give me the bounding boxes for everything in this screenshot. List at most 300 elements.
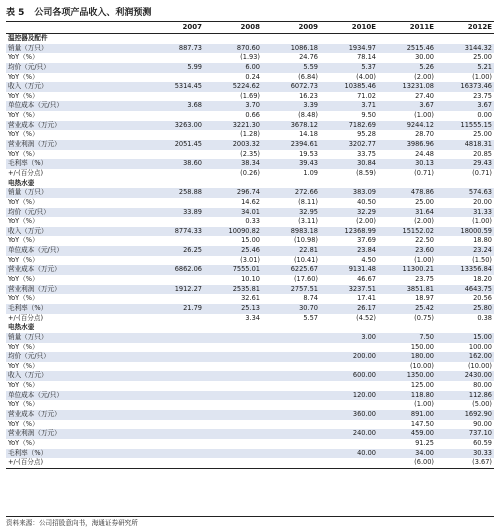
table-cell: 14.62 [204, 198, 262, 208]
table-row [6, 333, 494, 343]
table-cell: 31.33 [436, 208, 494, 218]
row-label: 销量（万只） [6, 44, 146, 54]
table-cell: (2.00) [378, 217, 436, 227]
table-cell: (0.71) [378, 169, 436, 179]
table-cell: 7555.01 [204, 265, 262, 275]
row-label: 营业成本（万元） [6, 410, 146, 420]
table-cell: 2757.51 [262, 285, 320, 295]
row-label: 营业利润（万元） [6, 429, 146, 439]
table-row [6, 198, 494, 208]
table-row [6, 285, 494, 295]
table-cell: 19.53 [262, 150, 320, 160]
table-cell: 887.73 [146, 44, 204, 54]
table-cell: 33.89 [146, 208, 204, 218]
table-row [6, 458, 494, 468]
table-cell [204, 381, 262, 391]
table-cell: 20.00 [436, 198, 494, 208]
table-cell: 5314.45 [146, 82, 204, 92]
table-cell: 24.48 [378, 150, 436, 160]
table-cell [204, 449, 262, 459]
table-header-row [6, 22, 494, 34]
table-row [6, 391, 494, 401]
table-cell [262, 400, 320, 410]
table-row [6, 227, 494, 237]
table-cell: 574.63 [436, 188, 494, 198]
table-cell [146, 391, 204, 401]
table-row [6, 111, 494, 121]
table-cell [146, 429, 204, 439]
table-cell: 18.20 [436, 275, 494, 285]
table-cell: 383.09 [320, 188, 378, 198]
table-cell: 30.84 [320, 159, 378, 169]
table-cell [146, 275, 204, 285]
table-cell: 2394.61 [262, 140, 320, 150]
table-cell: 5224.62 [204, 82, 262, 92]
table-cell: 125.00 [378, 381, 436, 391]
table-cell [320, 362, 378, 372]
table-cell: 60.59 [436, 439, 494, 449]
column-header: 2010E [320, 22, 378, 34]
table-cell: 0.24 [204, 73, 262, 83]
table-cell: 3.68 [146, 101, 204, 111]
table-cell: 0.38 [436, 314, 494, 324]
table-row [6, 439, 494, 449]
table-cell: (6.84) [262, 73, 320, 83]
table-cell: 38.60 [146, 159, 204, 169]
table-cell [262, 458, 320, 468]
table-row [6, 371, 494, 381]
table-cell: (6.00) [378, 458, 436, 468]
row-label: 单位成本（元/只） [6, 391, 146, 401]
table-cell: 2003.32 [204, 140, 262, 150]
table-cell: 8.74 [262, 294, 320, 304]
table-cell: 3.67 [436, 101, 494, 111]
table-row [6, 304, 494, 314]
table-cell [146, 256, 204, 266]
section-title: 电热水壶 [6, 323, 494, 333]
table-cell: 17.41 [320, 294, 378, 304]
table-cell: 100.00 [436, 343, 494, 353]
table-cell: 0.33 [204, 217, 262, 227]
table-cell [204, 352, 262, 362]
row-label: 销量（万只） [6, 188, 146, 198]
table-row [6, 63, 494, 73]
table-cell: 29.43 [436, 159, 494, 169]
row-label: 营业利润（万元） [6, 140, 146, 150]
table-cell: 1350.00 [378, 371, 436, 381]
table-cell: (1.28) [204, 130, 262, 140]
row-label: +/-(百分点) [6, 314, 146, 324]
table-cell: 1912.27 [146, 285, 204, 295]
table-cell [204, 391, 262, 401]
table-cell: 5.99 [146, 63, 204, 73]
table-cell: (2.35) [204, 150, 262, 160]
table-cell: 296.74 [204, 188, 262, 198]
table-cell: 8774.33 [146, 227, 204, 237]
row-label: 营业利润（万元） [6, 285, 146, 295]
table-cell [204, 429, 262, 439]
table-cell: 3986.96 [378, 140, 436, 150]
table-cell: 5.37 [320, 63, 378, 73]
row-label: 单位成本（元/只） [6, 101, 146, 111]
table-cell: (10.98) [262, 236, 320, 246]
table-cell: 25.13 [204, 304, 262, 314]
table-cell [320, 343, 378, 353]
table-cell: 14.18 [262, 130, 320, 140]
table-row [6, 420, 494, 430]
table-cell: (4.00) [320, 73, 378, 83]
table-cell: (0.71) [436, 169, 494, 179]
table-row [6, 53, 494, 63]
table-cell: 30.00 [378, 53, 436, 63]
table-cell: 95.28 [320, 130, 378, 140]
section-title: 电热水壶 [6, 179, 494, 189]
table-cell: 10090.82 [204, 227, 262, 237]
table-row [6, 140, 494, 150]
section-title: 温控器及配件 [6, 34, 494, 44]
table-cell [262, 352, 320, 362]
table-cell: 4643.75 [436, 285, 494, 295]
table-cell: 8983.18 [262, 227, 320, 237]
column-header: 2011E [378, 22, 436, 34]
table-cell: 1086.18 [262, 44, 320, 54]
table-row [6, 82, 494, 92]
table-cell: 2051.45 [146, 140, 204, 150]
table-cell [320, 400, 378, 410]
table-row [6, 121, 494, 131]
table-cell: 3678.12 [262, 121, 320, 131]
table-row [6, 159, 494, 169]
table-cell: (8.48) [262, 111, 320, 121]
row-label: +/-(百分点) [6, 458, 146, 468]
table-row [6, 217, 494, 227]
table-cell: 6072.73 [262, 82, 320, 92]
table-cell [146, 111, 204, 121]
table-cell: 150.00 [378, 343, 436, 353]
table-row [6, 188, 494, 198]
table-cell: (1.00) [378, 111, 436, 121]
table-cell [262, 420, 320, 430]
column-header: 2007 [146, 22, 204, 34]
row-label: 营业成本（万元） [6, 121, 146, 131]
row-label: 收入（万元） [6, 371, 146, 381]
table-cell: 80.00 [436, 381, 494, 391]
table-cell [262, 362, 320, 372]
table-row [6, 236, 494, 246]
table-cell [204, 458, 262, 468]
row-label: YoY（%） [6, 381, 146, 391]
table-cell: 20.85 [436, 150, 494, 160]
table-cell [146, 130, 204, 140]
row-label: YoY（%） [6, 439, 146, 449]
table-cell: 18.97 [378, 294, 436, 304]
table-cell: 15152.02 [378, 227, 436, 237]
table-cell [146, 362, 204, 372]
table-cell: 11300.21 [378, 265, 436, 275]
table-title-text: 公司各项产品收入、利润预测 [34, 8, 152, 18]
table-cell: (0.26) [204, 169, 262, 179]
table-cell: 26.17 [320, 304, 378, 314]
table-cell: (1.00) [378, 256, 436, 266]
table-cell: 3.34 [204, 314, 262, 324]
table-cell: 3202.77 [320, 140, 378, 150]
table-cell: (3.11) [262, 217, 320, 227]
table-cell: 37.69 [320, 236, 378, 246]
table-cell [146, 381, 204, 391]
table-cell: 272.66 [262, 188, 320, 198]
row-label: YoY（%） [6, 294, 146, 304]
table-cell: (1.93) [204, 53, 262, 63]
table-cell [320, 439, 378, 449]
table-cell: 5.57 [262, 314, 320, 324]
table-cell: 3144.32 [436, 44, 494, 54]
table-cell [204, 371, 262, 381]
row-label: YoY（%） [6, 198, 146, 208]
table-row [6, 343, 494, 353]
column-header: 2009 [262, 22, 320, 34]
table-cell: 25.42 [378, 304, 436, 314]
row-label: 销量（万只） [6, 333, 146, 343]
row-label: 毛利率（%） [6, 449, 146, 459]
table-cell: 28.70 [378, 130, 436, 140]
table-cell: 38.34 [204, 159, 262, 169]
table-number: 表 5 [6, 8, 25, 18]
row-label: 毛利率（%） [6, 304, 146, 314]
table-cell: 22.50 [378, 236, 436, 246]
table-cell: 3237.51 [320, 285, 378, 295]
table-cell: 11555.15 [436, 121, 494, 131]
table-cell: 25.00 [378, 198, 436, 208]
table-cell: 34.01 [204, 208, 262, 218]
table-cell: (3.01) [204, 256, 262, 266]
table-row [6, 101, 494, 111]
table-cell: 15.00 [204, 236, 262, 246]
column-header: 2012E [436, 22, 494, 34]
table-cell: 3851.81 [378, 285, 436, 295]
row-label: YoY（%） [6, 362, 146, 372]
table-cell: 78.14 [320, 53, 378, 63]
table-row [6, 294, 494, 304]
table-cell: (0.75) [378, 314, 436, 324]
table-cell: 25.00 [436, 130, 494, 140]
table-cell [204, 362, 262, 372]
table-row [6, 381, 494, 391]
row-label: 均价（元/只） [6, 208, 146, 218]
table-cell: 2515.46 [378, 44, 436, 54]
table-cell: 4.50 [320, 256, 378, 266]
table-cell: 1934.97 [320, 44, 378, 54]
table-cell: 1.09 [262, 169, 320, 179]
table-cell [262, 371, 320, 381]
row-label: YoY（%） [6, 420, 146, 430]
row-label: YoY（%） [6, 92, 146, 102]
table-cell: (5.00) [436, 400, 494, 410]
table-cell: 25.46 [204, 246, 262, 256]
table-cell: 3.00 [320, 333, 378, 343]
header-corner [6, 22, 146, 34]
section-header-row [6, 179, 494, 189]
table-cell: 22.81 [262, 246, 320, 256]
table-row [6, 256, 494, 266]
row-label: YoY（%） [6, 400, 146, 410]
table-cell [146, 352, 204, 362]
table-cell: 112.86 [436, 391, 494, 401]
row-label: 均价（元/只） [6, 352, 146, 362]
forecast-table [6, 21, 494, 469]
table-cell: 13231.08 [378, 82, 436, 92]
table-cell: 25.80 [436, 304, 494, 314]
table-cell: 23.60 [378, 246, 436, 256]
table-cell: 5.26 [378, 63, 436, 73]
table-cell [146, 314, 204, 324]
table-row [6, 449, 494, 459]
table-cell: 10385.46 [320, 82, 378, 92]
table-cell: (10.41) [262, 256, 320, 266]
table-title [6, 6, 494, 20]
table-cell [320, 420, 378, 430]
table-cell: (8.59) [320, 169, 378, 179]
table-cell [146, 217, 204, 227]
table-cell: 30.70 [262, 304, 320, 314]
table-cell: 162.00 [436, 352, 494, 362]
table-cell: (2.00) [320, 217, 378, 227]
table-cell: 0.00 [436, 111, 494, 121]
table-cell: 12368.99 [320, 227, 378, 237]
section-header-row [6, 323, 494, 333]
table-cell: 46.67 [320, 275, 378, 285]
table-cell [146, 458, 204, 468]
table-cell: 0.66 [204, 111, 262, 121]
table-cell [204, 400, 262, 410]
table-cell: (17.60) [262, 275, 320, 285]
row-label: YoY（%） [6, 236, 146, 246]
table-row [6, 92, 494, 102]
table-cell [146, 371, 204, 381]
row-label: YoY（%） [6, 217, 146, 227]
table-cell: 360.00 [320, 410, 378, 420]
table-cell [204, 333, 262, 343]
table-cell: (1.50) [436, 256, 494, 266]
table-cell: 32.29 [320, 208, 378, 218]
table-cell: 147.50 [378, 420, 436, 430]
table-cell: 870.60 [204, 44, 262, 54]
row-label: YoY（%） [6, 111, 146, 121]
table-cell [146, 410, 204, 420]
table-cell: 40.00 [320, 449, 378, 459]
table-cell [146, 236, 204, 246]
table-cell: 16373.46 [436, 82, 494, 92]
table-row [6, 429, 494, 439]
row-label: YoY（%） [6, 256, 146, 266]
table-cell: 39.43 [262, 159, 320, 169]
table-cell [146, 198, 204, 208]
table-cell: 20.56 [436, 294, 494, 304]
table-cell: 891.00 [378, 410, 436, 420]
table-row [6, 275, 494, 285]
table-cell: 13356.84 [436, 265, 494, 275]
table-cell: 40.50 [320, 198, 378, 208]
table-cell: (1.00) [436, 73, 494, 83]
row-label: YoY（%） [6, 130, 146, 140]
table-cell [204, 343, 262, 353]
table-cell [146, 169, 204, 179]
table-cell: (2.00) [378, 73, 436, 83]
row-label: YoY（%） [6, 150, 146, 160]
table-cell [262, 410, 320, 420]
table-cell: 23.75 [378, 275, 436, 285]
table-cell: 27.40 [378, 92, 436, 102]
table-cell: 91.25 [378, 439, 436, 449]
table-cell: 32.61 [204, 294, 262, 304]
row-label: YoY（%） [6, 343, 146, 353]
table-row [6, 314, 494, 324]
table-cell [146, 420, 204, 430]
table-cell [262, 343, 320, 353]
table-cell: 600.00 [320, 371, 378, 381]
table-cell: 3.70 [204, 101, 262, 111]
row-label: 单位成本（元/只） [6, 246, 146, 256]
table-cell: (10.00) [436, 362, 494, 372]
table-cell: 16.23 [262, 92, 320, 102]
table-cell: 23.84 [320, 246, 378, 256]
table-cell: (8.11) [262, 198, 320, 208]
forecast-table-body [6, 22, 494, 469]
table-cell: 71.02 [320, 92, 378, 102]
table-row [6, 265, 494, 275]
table-cell [204, 410, 262, 420]
table-cell: (3.67) [436, 458, 494, 468]
table-cell: 240.00 [320, 429, 378, 439]
table-cell: 18.80 [436, 236, 494, 246]
table-cell: 30.13 [378, 159, 436, 169]
table-cell [262, 381, 320, 391]
table-cell: (4.52) [320, 314, 378, 324]
table-cell: 4818.31 [436, 140, 494, 150]
table-cell: 459.00 [378, 429, 436, 439]
table-cell [146, 449, 204, 459]
table-cell: 18000.59 [436, 227, 494, 237]
table-cell: (1.00) [436, 217, 494, 227]
row-label: YoY（%） [6, 275, 146, 285]
table-cell: 21.79 [146, 304, 204, 314]
table-row [6, 150, 494, 160]
table-cell: 737.10 [436, 429, 494, 439]
table-cell: 180.00 [378, 352, 436, 362]
table-cell: 10.10 [204, 275, 262, 285]
table-cell: 26.25 [146, 246, 204, 256]
table-row [6, 44, 494, 54]
row-label: 收入（万元） [6, 227, 146, 237]
table-cell: 15.00 [436, 333, 494, 343]
table-cell: 30.33 [436, 449, 494, 459]
table-cell: 6862.06 [146, 265, 204, 275]
table-cell: (1.69) [204, 92, 262, 102]
table-cell: 9.50 [320, 111, 378, 121]
table-cell: 7182.69 [320, 121, 378, 131]
table-cell: 120.00 [320, 391, 378, 401]
table-cell [146, 73, 204, 83]
table-row [6, 208, 494, 218]
table-cell: 200.00 [320, 352, 378, 362]
table-cell [262, 449, 320, 459]
row-label: 均价（元/只） [6, 63, 146, 73]
table-cell [146, 333, 204, 343]
table-cell: 5.59 [262, 63, 320, 73]
table-row [6, 169, 494, 179]
row-label: 营业成本（万元） [6, 265, 146, 275]
table-cell: 90.00 [436, 420, 494, 430]
table-row [6, 130, 494, 140]
